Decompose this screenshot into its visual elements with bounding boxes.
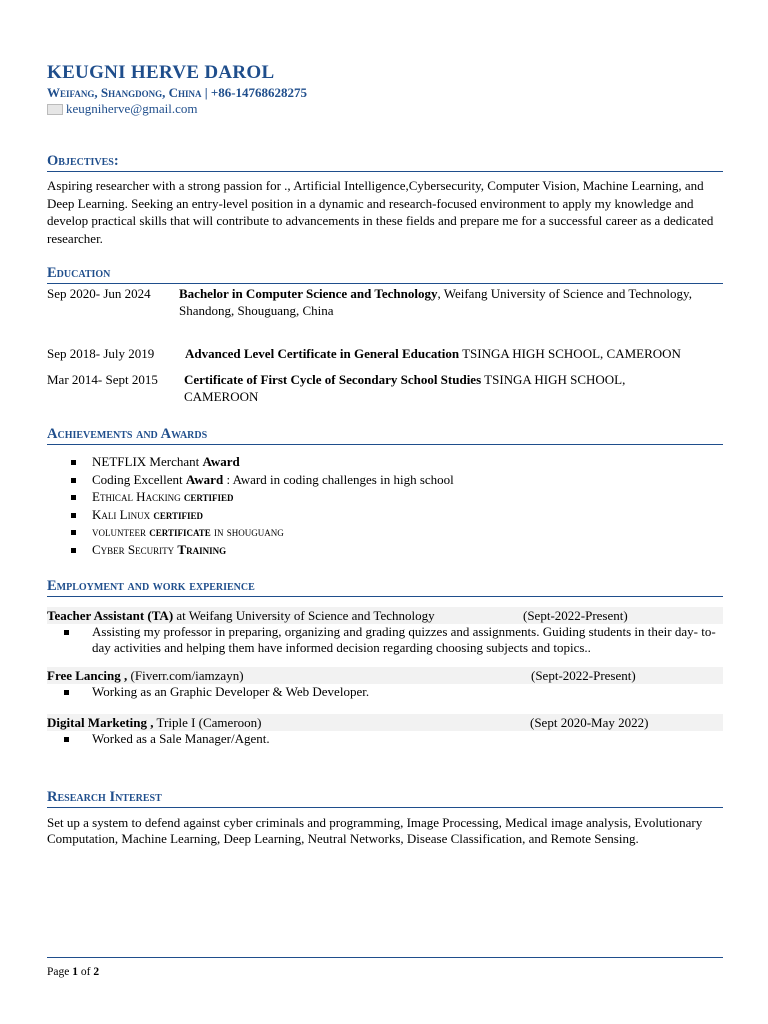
job-role: Teacher Assistant (TA)	[47, 608, 174, 623]
achievements-heading: Achievements and Awards	[47, 426, 723, 445]
page-total: 2	[93, 966, 100, 978]
objectives-text: Aspiring researcher with a strong passion for ., Artificial Intelligence,Cybersecurity, Computer Vision, Machine Learning, and Deep Learning. Seeking an entry-level position in a dynamic and research-focused environment to apply my knowledge and develop practical skills that will contribute to advancements in these fields and prepare me for a successful career as a dedicated researcher.	[47, 178, 714, 246]
resume-page	[47, 62, 723, 847]
envelope-icon	[47, 104, 63, 115]
list-item: NETFLIX Merchant Award	[47, 453, 723, 471]
job-period: (Sept-2022-Present)	[531, 668, 636, 683]
email-address[interactable]: keugniherve@gmail.com	[66, 101, 198, 116]
contact-line: Weifang, Shangdong, China | +86-14768628275	[47, 85, 308, 100]
education-item	[47, 371, 723, 405]
education-school: TSINGA HIGH SCHOOL, CAMEROON	[184, 372, 626, 404]
education-degree: Bachelor in Computer Science and Technology	[179, 286, 438, 301]
bullet-icon	[71, 478, 76, 483]
research-heading: Research Interest	[47, 789, 723, 808]
job-header	[47, 667, 723, 684]
job-org: (Fiverr.com/iamzayn)	[127, 668, 244, 683]
job-description: Working as an Graphic Developer & Web Developer.	[47, 684, 723, 700]
education-list	[47, 285, 723, 405]
bullet-icon	[64, 737, 69, 742]
list-item: Cyber Security Training	[47, 541, 723, 559]
job-org: Triple I (Cameroon)	[153, 715, 262, 730]
education-date: Sep 2018- July 2019	[47, 346, 155, 361]
email-line	[47, 101, 723, 117]
education-school: TSINGA HIGH SCHOOL, CAMEROON	[459, 346, 681, 361]
job-description: Assisting my professor in preparing, organizing and grading quizzes and assignments. Guiding students in their day- to- day activities and helping them have informed decision regarding choosing subjects and topics..	[47, 624, 723, 656]
education-date: Mar 2014- Sept 2015	[47, 372, 158, 387]
list-item: Coding Excellent Award : Award in coding challenges in high school	[47, 471, 723, 489]
job-description: Worked as a Sale Manager/Agent.	[47, 731, 723, 747]
education-degree: Certificate of First Cycle of Secondary School Studies	[184, 372, 482, 387]
job-role: Free Lancing ,	[47, 668, 128, 683]
employment-list	[47, 607, 723, 747]
bullet-icon	[71, 548, 76, 553]
job-period: (Sept-2022-Present)	[523, 608, 628, 623]
education-date: Sep 2020- Jun 2024	[47, 286, 151, 301]
list-item: Kali Linux certified	[47, 506, 723, 524]
education-item	[47, 345, 723, 362]
objectives-heading: Objectives:	[47, 153, 723, 172]
job-role: Digital Marketing ,	[47, 715, 154, 730]
page-footer: Page 1 of 2	[47, 966, 100, 978]
employment-heading: Employment and work experience	[47, 578, 723, 597]
bullet-icon	[71, 530, 76, 535]
education-item	[47, 285, 723, 319]
job-header	[47, 607, 723, 624]
footer-divider	[47, 957, 723, 958]
bullet-icon	[64, 690, 69, 695]
page-number: 1	[72, 966, 78, 978]
education-heading: Education	[47, 265, 723, 284]
education-degree: Advanced Level Certificate in General Education	[185, 346, 460, 361]
job-period: (Sept 2020-May 2022)	[530, 715, 649, 730]
job-header	[47, 714, 723, 731]
list-item: Ethical Hacking certified	[47, 488, 723, 506]
research-text: Set up a system to defend against cyber criminals and programming, Image Processing, Medical image analysis, Evolutionary Computation, Machine Learning, Deep Learning, Neutral Networks, Disease Classification, and Remote Sensing.	[47, 815, 703, 846]
education-school: , Weifang University of Science and Technology, Shandong, Shouguang, China	[179, 286, 692, 318]
bullet-icon	[64, 630, 69, 635]
bullet-icon	[71, 495, 76, 500]
job-org: at Weifang University of Science and Technology	[173, 608, 435, 623]
achievements-list	[47, 453, 723, 558]
candidate-name: KEUGNI HERVE DAROL	[47, 62, 275, 83]
list-item: volunteer certificate in shouguang	[47, 523, 723, 541]
bullet-icon	[71, 460, 76, 465]
bullet-icon	[71, 513, 76, 518]
